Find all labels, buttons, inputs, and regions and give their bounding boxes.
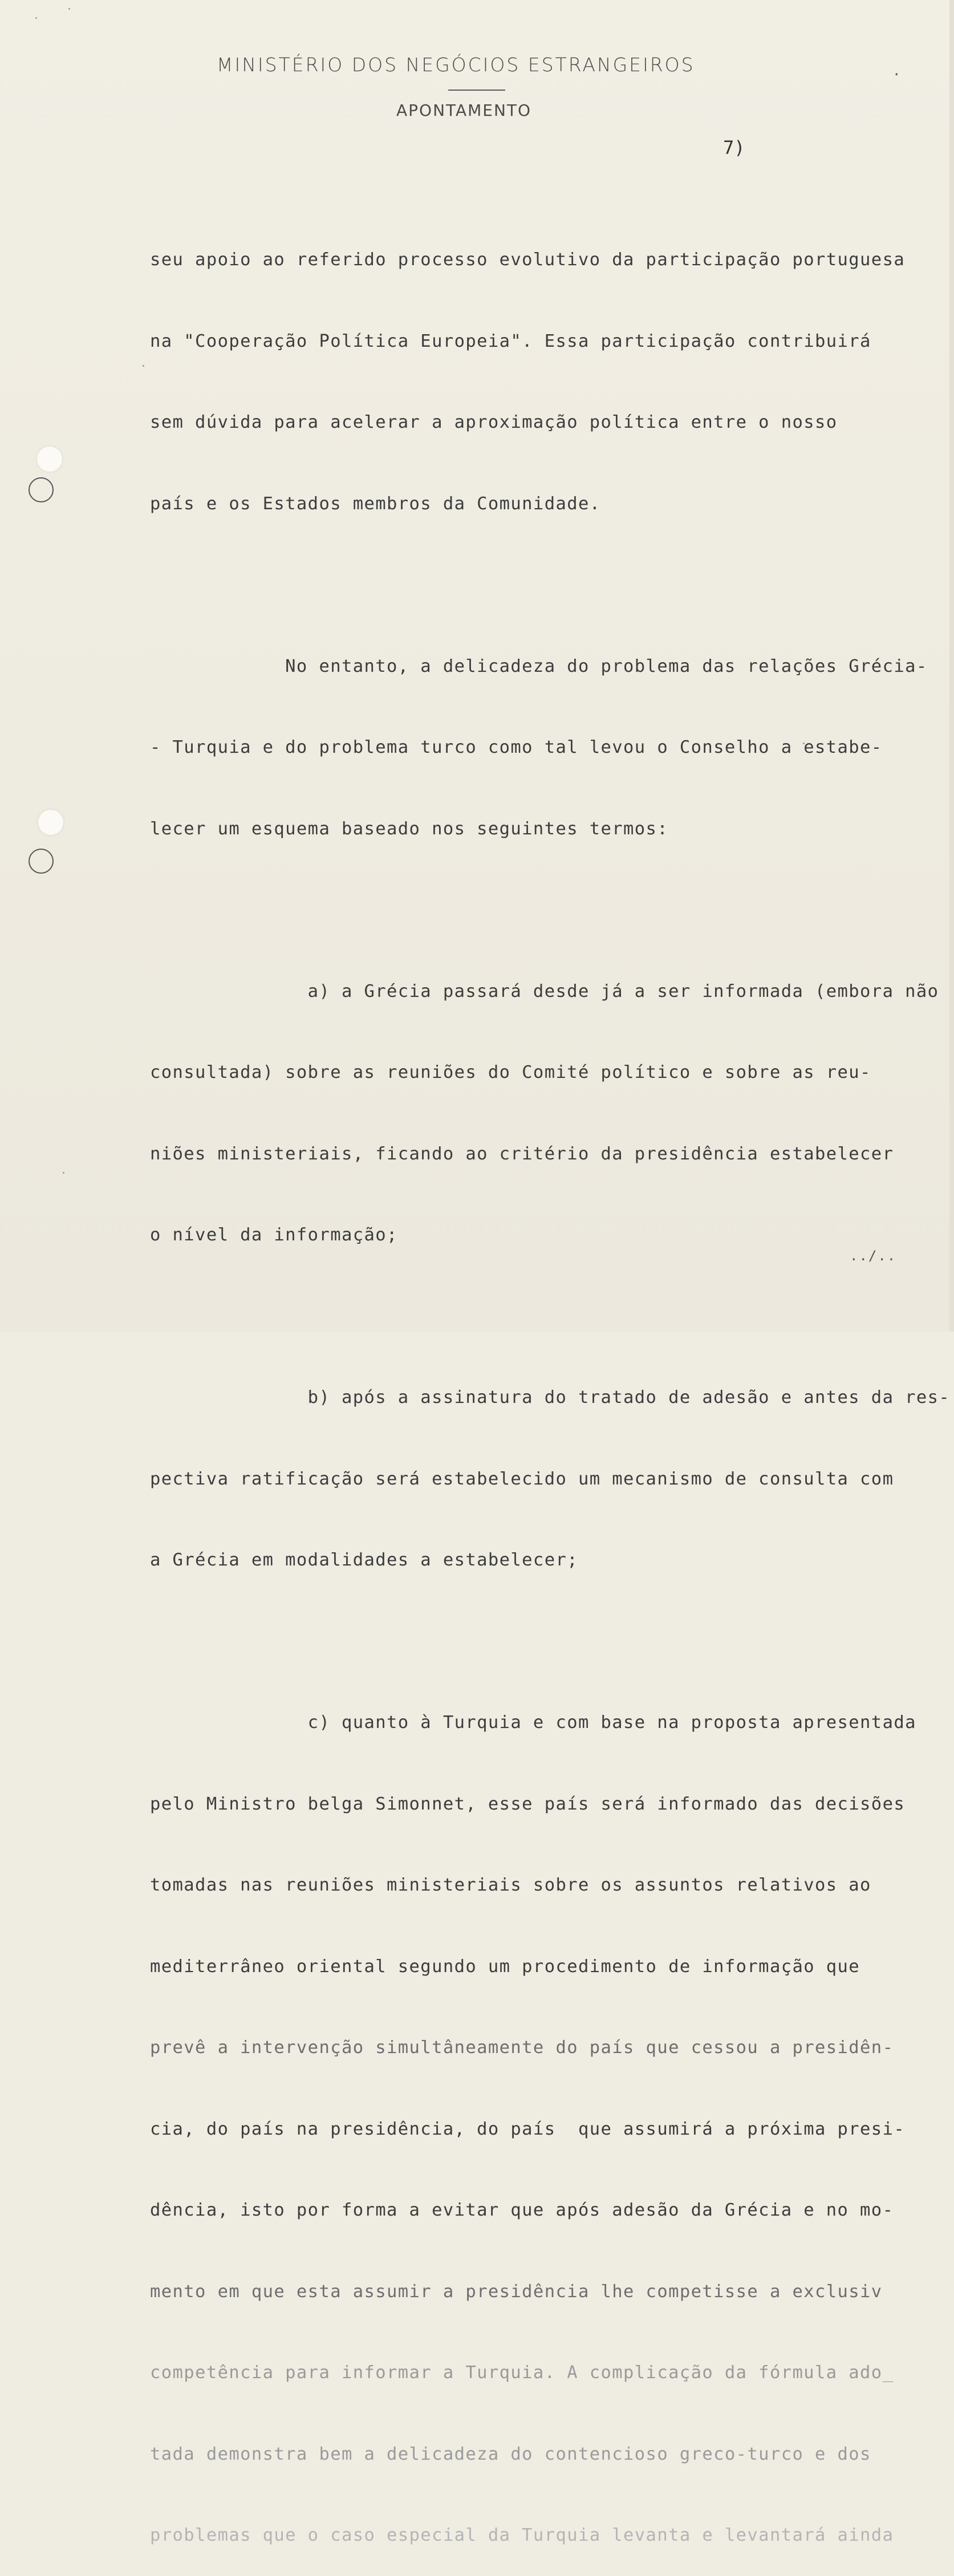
body-line: - Turquia e do problema turco como tal levou o Conselho a estabe- [150,737,883,757]
body-line: tada demonstra bem a delicadeza do contencioso greco-turco e dos [150,2444,871,2464]
header-rule [448,90,505,91]
body-line: o nível da informação; [150,1225,398,1245]
body-line [150,1628,920,1656]
body-line: lecer um esquema baseado nos seguintes termos: [150,818,669,839]
body-line [150,896,920,924]
punch-hole-bottom [29,849,54,874]
corner-dot: . [892,63,901,79]
body-line: a Grécia em modalidades a estabelecer; [150,1550,578,1570]
paper-speck [143,365,144,367]
body-line [150,1303,920,1330]
body-line [150,571,920,599]
body-line: competência para informar a Turquia. A complicação da fórmula ado_ [150,2363,894,2383]
page-edge [949,0,954,1332]
body-line: prevê a intervenção simultâneamente do país que cessou a presidên- [150,2038,894,2058]
body-line: a) a Grécia passará desde já a ser informada (embora não [150,981,939,1001]
body-line: cia, do país na presidência, do país que assumirá a próxima presi- [150,2119,906,2139]
document-type: APONTAMENTO [396,101,532,120]
body-line: mento em que esta assumir a presidência lhe competisse a exclusiv [150,2281,883,2302]
body-line: c) quanto à Turquia e com base na proposta apresentada [150,1713,916,1733]
body-line: seu apoio ao referido processo evolutivo da participação portuguesa [150,250,906,270]
paper-speck [63,1172,64,1174]
page-number: 7) [723,137,745,159]
paper-speck [68,8,70,10]
body-line: mediterrâneo oriental segundo um procedimento de informação que [150,1956,860,1977]
punch-hole-shadow-bottom [38,810,63,835]
body-line: pelo Ministro belga Simonnet, esse país será informado das decisões [150,1794,906,1814]
punch-hole-top [29,477,54,502]
body-line: problemas que o caso especial da Turquia levanta e levantará ainda [150,2525,894,2545]
paper-speck [35,17,37,19]
body-line: niões ministeriais, ficando ao critério da presidência estabelecer [150,1143,894,1164]
body-line: No entanto, a delicadeza do problema das relações Grécia- [150,656,928,676]
ministry-letterhead: MINISTÉRIO DOS NEGÓCIOS ESTRANGEIROS [217,54,695,76]
continuation-mark: ../.. [850,1248,897,1264]
memo-body [150,192,951,2576]
body-line: país e os Estados membros da Comunidade. [150,493,601,514]
body-line: pectiva ratificação será estabelecido um mecanismo de consulta com [150,1468,894,1489]
body-line: tomadas nas reuniões ministeriais sobre os assuntos relativos ao [150,1875,871,1895]
body-line: na "Cooperação Política Europeia". Essa participação contribuirá [150,331,871,351]
body-line: dência, isto por forma a evitar que após adesão da Grécia e no mo- [150,2200,894,2220]
body-line: sem dúvida para acelerar a aproximação política entre o nosso [150,412,838,432]
body-line: b) após a assinatura do tratado de adesão e antes da res- [150,1388,951,1407]
punch-hole-shadow-top [37,447,62,472]
body-line: consultada) sobre as reuniões do Comité político e sobre as reu- [150,1062,871,1082]
